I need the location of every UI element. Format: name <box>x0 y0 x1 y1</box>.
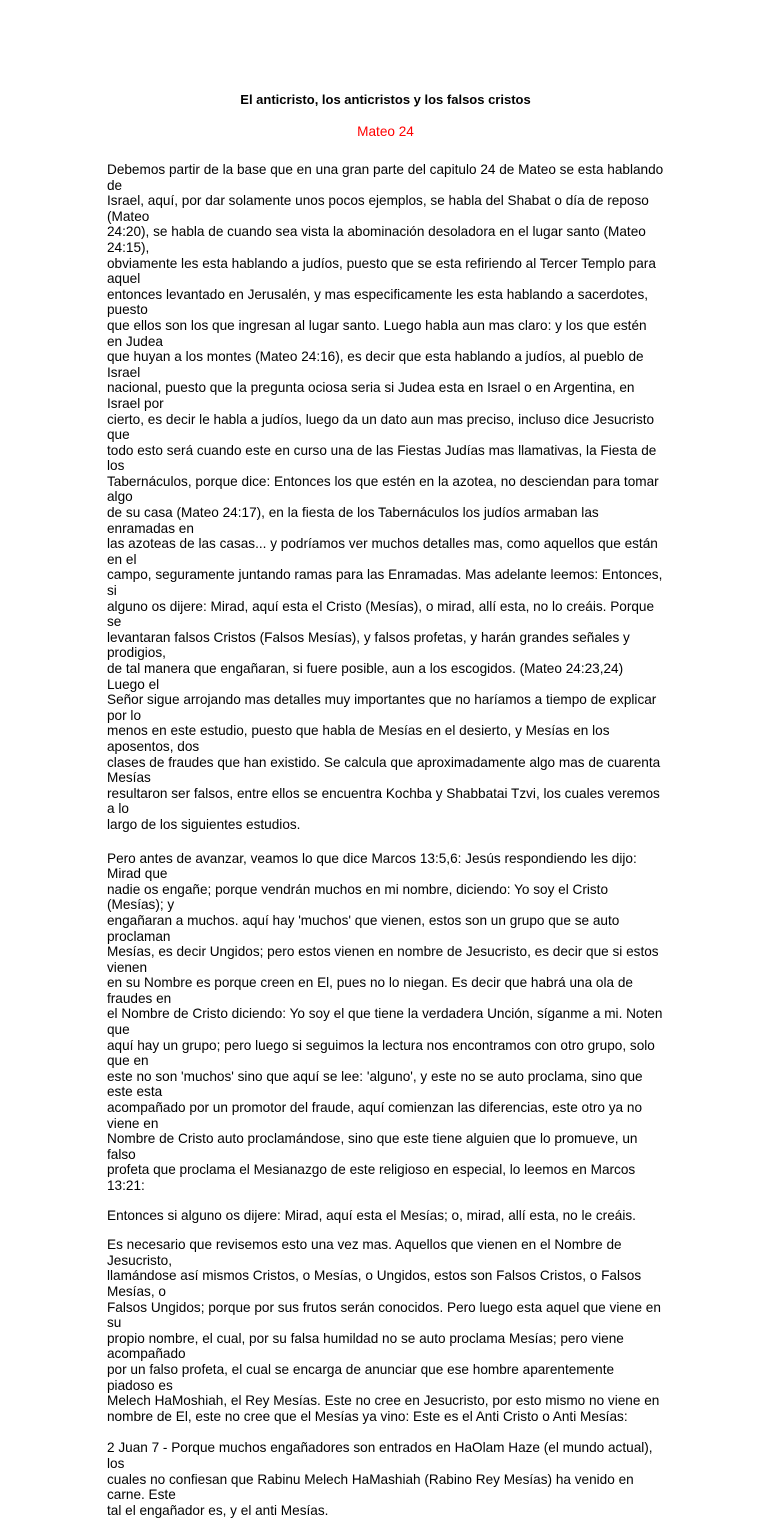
page-subtitle: Mateo 24 <box>357 124 414 139</box>
page-title: El anticristo, los anticristos y los falsos cristos <box>240 92 531 107</box>
paragraph-4: Es necesario que revisemos esto una vez mas. Aquellos que vienen en el Nombre de Jesucristo, llamándose así mismos Cristos, o Mesías, o Ungidos, estos son Falsos Cristos, o Falsos Mesías, o Falsos Ungidos; porque por sus frutos serán conocidos. Pero luego esta aquel que viene en su propio nombre, el cual, por su falsa humildad no se auto proclama Mesías; pero viene acompañado por un falso profeta, el cual se encarga de anunciar que ese hombre aparentemente piadoso es Melech HaMoshiah, el Rey Mesías. Este no cree en Jesucristo, por esto mismo no viene en nombre de El, este no cree que el Mesías ya vino: Este es el Anti Cristo o Anti Mesías: <box>107 1237 661 1424</box>
document-body <box>107 92 664 1533</box>
paragraph-5: 2 Juan 7 - Porque muchos engañadores son entrados en HaOlam Haze (el mundo actual), los cuales no confiesan que Rabinu Melech HaMashiah (Rabino Rey Mesías) ha venido en carne. Este tal el engañador es, y el anti Mesías. <box>107 1440 653 1518</box>
paragraph-1: Debemos partir de la base que en una gran parte del capitulo 24 de Mateo se esta hablando de Israel, aquí, por dar solamente unos pocos ejemplos, se habla del Shabat o día de reposo (Mateo 24:20), se habla de cuando sea vista la abominación desoladora en el lugar santo (Mateo 24:15), obviamente les esta hablando a judíos, puesto que se esta refiriendo al Tercer Templo para aquel entonces levantado en Jerusalén, y mas especificamente les esta hablando a sacerdotes, puesto que ellos son los que ingresan al lugar santo. Luego habla aun mas claro: y los que estén en Judea que huyan a los montes (Mateo 24:16), es decir que esta hablando a judíos, al pueblo de Israel nacional, puesto que la pregunta ociosa seria si Judea esta en Israel o en Argentina, en Israel por cierto, es decir le habla a judíos, luego da un dato aun mas preciso, incluso dice Jesucristo que todo esto será cuando este en curso una de las Fiestas Judías mas llamativas, la Fiesta de los Tabernáculos, porque dice: Entonces los que estén en la azotea, no desciendan para tomar algo de su casa (Mateo 24:17), en la fiesta de los Tabernáculos los judíos armaban las enramadas en las azoteas de las casas... y podríamos ver muchos detalles mas, como aquellos que están en el campo, seguramente juntando ramas para las Enramadas. Mas adelante leemos: Entonces, si alguno os dijere: Mirad, aquí esta el Cristo (Mesías), o mirad, allí esta, no lo creáis. Porque se levantaran falsos Cristos (Falsos Mesías), y falsos profetas, y harán grandes señales y prodigios, de tal manera que engañaran, si fuere posible, aun a los escogidos. (Mateo 24:23,24) Luego el Señor sigue arrojando mas detalles muy importantes que no haríamos a tiempo de explicar por lo menos en este estudio, puesto que habla de Mesías en el desierto, y Mesías en los aposentos, dos clases de fraudes que han existido. Se calcula que aproximadamente algo mas de cuarenta Mesías resultaron ser falsos, entre ellos se encuentra Kochba y Shabbatai Tzvi, los cuales veremos a lo largo de los siguientes estudios. <box>107 162 664 832</box>
paragraph-2: Pero antes de avanzar, veamos lo que dice Marcos 13:5,6: Jesús respondiendo les dijo: Mirad que nadie os engañe; porque vendrán muchos en mi nombre, diciendo: Yo soy el Cristo (Mesías); y engañaran a muchos. aquí hay 'muchos' que vienen, estos son un grupo que se auto proclaman Mesías, es decir Ungidos; pero estos vienen en nombre de Jesucristo, es decir que si estos vienen en su Nombre es porque creen en El, pues no lo niegan. Es decir que habrá una ola de fraudes en el Nombre de Cristo diciendo: Yo soy el que tiene la verdadera Unción, síganme a mi. Noten que aquí hay un grupo; pero luego si seguimos la lectura nos encontramos con otro grupo, solo que en este no son 'muchos' sino que aquí se lee: 'alguno', y este no se auto proclama, sino que este esta acompañado por un promotor del fraude, aquí comienzan las diferencias, este otro ya no viene en Nombre de Cristo auto proclamándose, sino que este tiene alguien que lo promueve, un falso profeta que proclama el Mesianazgo de este religioso en especial, lo leemos en Marcos 13:21: <box>107 850 663 1193</box>
paragraph-3: Entonces si alguno os dijere: Mirad, aquí esta el Mesías; o, mirad, allí esta, no le creáis. <box>107 1207 636 1223</box>
